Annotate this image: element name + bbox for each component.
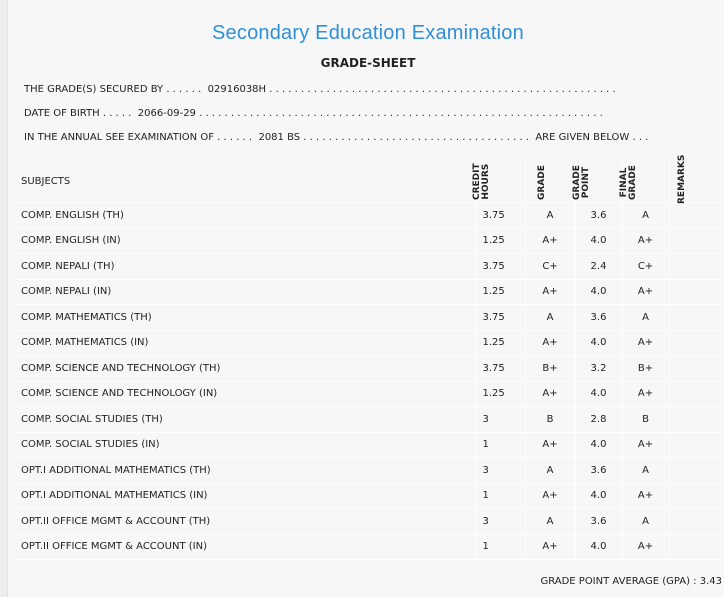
credit-hours-cell: 3.75 [476, 203, 525, 229]
remarks-cell [669, 356, 724, 382]
subject-cell: OPT.I ADDITIONAL MATHEMATICS (IN) [13, 483, 476, 509]
subject-cell: COMP. ENGLISH (IN) [13, 228, 476, 254]
subject-cell: COMP. SCIENCE AND TECHNOLOGY (TH) [13, 356, 476, 382]
grade-cell: A [525, 458, 575, 484]
subject-cell: COMP. SOCIAL STUDIES (TH) [13, 407, 476, 433]
remarks-cell [669, 483, 724, 509]
header-subjects: SUBJECTS [13, 160, 476, 203]
remarks-cell [669, 305, 724, 331]
table-row [13, 458, 724, 484]
grade-cell: A+ [525, 279, 575, 305]
grade-cell: A [525, 203, 575, 229]
subject-cell: COMP. SOCIAL STUDIES (IN) [13, 432, 476, 458]
final-grade-cell: A+ [622, 330, 669, 356]
grade-cell: A+ [525, 330, 575, 356]
grade-cell: A [525, 305, 575, 331]
credit-hours-cell: 3.75 [476, 305, 525, 331]
subject-cell: OPT.I ADDITIONAL MATHEMATICS (TH) [13, 458, 476, 484]
grades-table [13, 154, 724, 560]
grade-point-cell: 3.6 [575, 305, 622, 331]
table-row [13, 381, 724, 407]
table-row [13, 330, 724, 356]
table-row [13, 483, 724, 509]
subject-cell: COMP. NEPALI (TH) [13, 254, 476, 280]
remarks-cell [669, 203, 724, 229]
grade-point-cell: 2.4 [575, 254, 622, 280]
exam-line: IN THE ANNUAL SEE EXAMINATION OF . . . . . . 2081 BS . . . . . . . . . . . . . . . . . . . . . . . . . . . . . . . . . . . . ARE GIVEN BELOW . . . [24, 132, 649, 143]
subject-cell: COMP. ENGLISH (TH) [13, 203, 476, 229]
header-grade-point: GRADE POINT [575, 160, 622, 203]
grade-point-cell: 4.0 [575, 432, 622, 458]
credit-hours-cell: 1 [476, 534, 525, 560]
secured-by-line: THE GRADE(S) SECURED BY . . . . . . 02916038H . . . . . . . . . . . . . . . . . . . . . . . . . . . . . . . . . . . . . . . . . . . . . . . . . . . . . . . [24, 84, 616, 95]
subject-cell: OPT.II OFFICE MGMT & ACCOUNT (TH) [13, 509, 476, 535]
final-grade-cell: A [622, 305, 669, 331]
header-grade: GRADE [525, 160, 575, 203]
grade-point-cell: 4.0 [575, 483, 622, 509]
credit-hours-cell: 3 [476, 509, 525, 535]
remarks-cell [669, 432, 724, 458]
grade-cell: C+ [525, 254, 575, 280]
grade-point-cell: 4.0 [575, 228, 622, 254]
grade-point-cell: 4.0 [575, 534, 622, 560]
remarks-cell [669, 458, 724, 484]
grade-cell: A+ [525, 534, 575, 560]
grade-cell: B+ [525, 356, 575, 382]
header-final-grade: FINAL GRADE [622, 160, 669, 203]
remarks-cell [669, 330, 724, 356]
final-grade-cell: A+ [622, 432, 669, 458]
credit-hours-cell: 3 [476, 458, 525, 484]
subject-cell: COMP. NEPALI (IN) [13, 279, 476, 305]
final-grade-cell: B [622, 407, 669, 433]
final-grade-cell: A+ [622, 279, 669, 305]
subject-cell: OPT.II OFFICE MGMT & ACCOUNT (IN) [13, 534, 476, 560]
credit-hours-cell: 3 [476, 407, 525, 433]
subject-cell: COMP. SCIENCE AND TECHNOLOGY (IN) [13, 381, 476, 407]
left-border [0, 0, 8, 597]
grade-point-cell: 3.6 [575, 458, 622, 484]
grade-point-cell: 3.6 [575, 509, 622, 535]
final-grade-cell: A+ [622, 483, 669, 509]
grade-point-cell: 4.0 [575, 279, 622, 305]
final-grade-cell: A+ [622, 228, 669, 254]
table-row [13, 305, 724, 331]
date-of-birth-line: DATE OF BIRTH . . . . . 2066-09-29 . . . . . . . . . . . . . . . . . . . . . . . . . . . . . . . . . . . . . . . . . . . . . . . . . . . . . . . . . . . . . . . . [24, 108, 603, 119]
table-row [13, 254, 724, 280]
final-grade-cell: C+ [622, 254, 669, 280]
table-row [13, 356, 724, 382]
grade-point-cell: 4.0 [575, 330, 622, 356]
table-row [13, 279, 724, 305]
credit-hours-cell: 1 [476, 432, 525, 458]
grade-cell: A+ [525, 381, 575, 407]
subject-cell: COMP. MATHEMATICS (IN) [13, 330, 476, 356]
table-row [13, 534, 724, 560]
gpa-summary: GRADE POINT AVERAGE (GPA) : 3.43 [540, 576, 722, 587]
credit-hours-cell: 1.25 [476, 228, 525, 254]
grade-cell: A+ [525, 483, 575, 509]
final-grade-cell: A [622, 458, 669, 484]
grade-cell: A+ [525, 228, 575, 254]
subject-cell: COMP. MATHEMATICS (TH) [13, 305, 476, 331]
table-row [13, 203, 724, 229]
credit-hours-cell: 1.25 [476, 381, 525, 407]
grade-cell: A [525, 509, 575, 535]
grade-cell: B [525, 407, 575, 433]
grade-cell: A+ [525, 432, 575, 458]
remarks-cell [669, 534, 724, 560]
credit-hours-cell: 3.75 [476, 254, 525, 280]
credit-hours-cell: 1.25 [476, 330, 525, 356]
final-grade-cell: A [622, 509, 669, 535]
final-grade-cell: A+ [622, 534, 669, 560]
credit-hours-cell: 1 [476, 483, 525, 509]
table-row [13, 407, 724, 433]
remarks-cell [669, 228, 724, 254]
remarks-cell [669, 509, 724, 535]
table-row [13, 509, 724, 535]
grade-point-cell: 3.6 [575, 203, 622, 229]
grade-point-cell: 4.0 [575, 381, 622, 407]
table-row [13, 432, 724, 458]
final-grade-cell: A+ [622, 381, 669, 407]
header-remarks: REMARKS [669, 160, 724, 203]
remarks-cell [669, 381, 724, 407]
credit-hours-cell: 3.75 [476, 356, 525, 382]
final-grade-cell: B+ [622, 356, 669, 382]
grade-point-cell: 2.8 [575, 407, 622, 433]
remarks-cell [669, 279, 724, 305]
header-credit-hours: CREDIT HOURS [476, 160, 525, 203]
remarks-cell [669, 407, 724, 433]
final-grade-cell: A [622, 203, 669, 229]
table-header-row [13, 160, 724, 203]
remarks-cell [669, 254, 724, 280]
credit-hours-cell: 1.25 [476, 279, 525, 305]
sheet-title: GRADE-SHEET [320, 56, 416, 70]
exam-title: Secondary Education Examination [212, 22, 524, 44]
table-row [13, 228, 724, 254]
grade-point-cell: 3.2 [575, 356, 622, 382]
